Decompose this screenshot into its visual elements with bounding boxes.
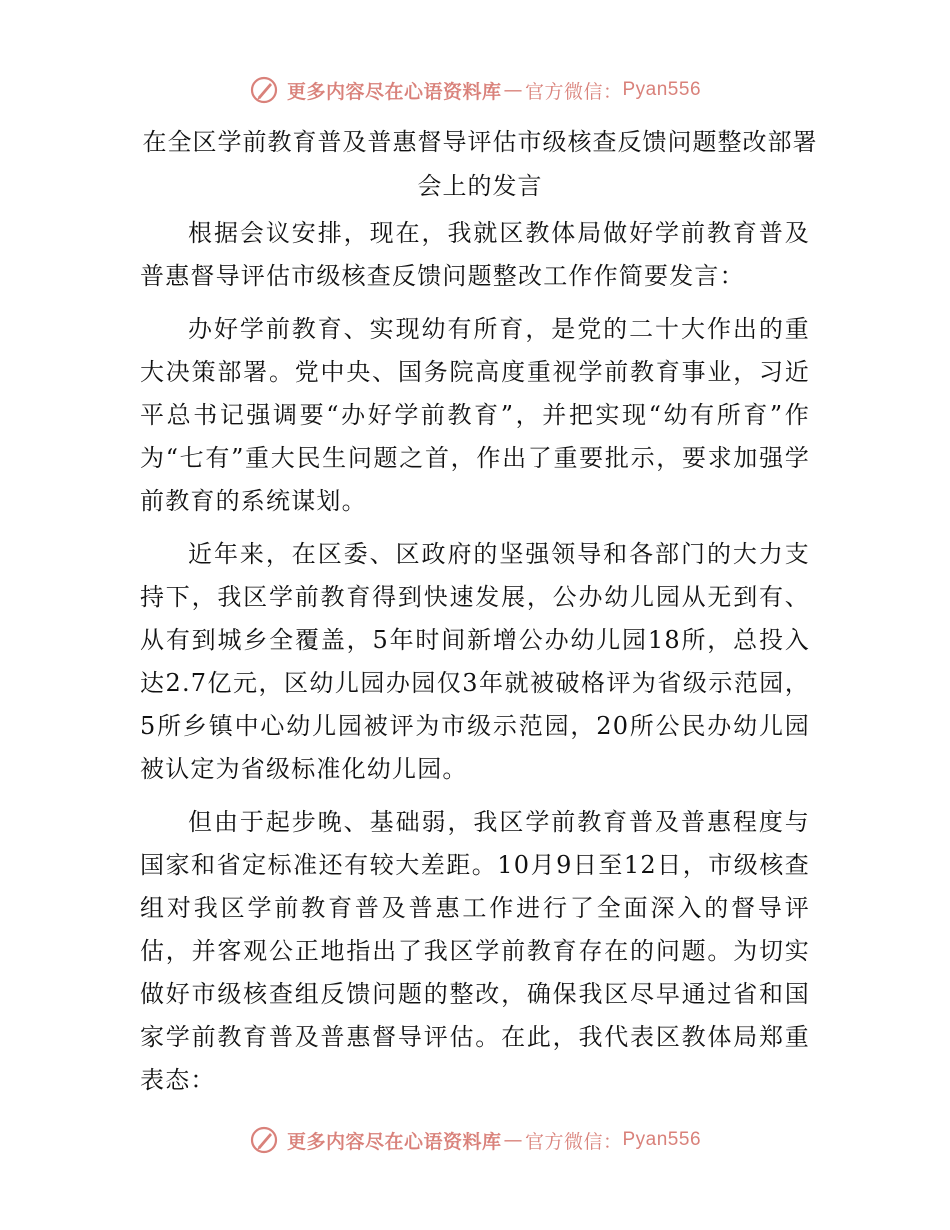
watermark-header (0, 70, 950, 110)
document-title (140, 120, 820, 208)
paragraph-4: 但由于起步晚、基础弱，我区学前教育普及普惠程度与国家和省定标准还有较大差距。10月9日至12日，市级核查组对我区学前教育普及普惠工作进行了全面深入的督导评估，并客观公正地指出了我区学前教育存在的问题。为切实做好市级核查组反馈问题的整改，确保我区尽早通过省和国家学前教育普及普惠督导评估。在此，我代表区教体局郑重表态： (140, 808, 810, 1094)
quill-pen-icon (249, 1125, 279, 1155)
watermark-footer (0, 1120, 950, 1160)
watermark-separator: — (503, 1129, 523, 1151)
document-body (140, 212, 810, 1112)
paragraph-3: 近年来，在区委、区政府的坚强领导和各部门的大力支持下，我区学前教育得到快速发展，公办幼儿园从无到有、从有到城乡全覆盖，5年时间新增公办幼儿园18所，总投入达2.7亿元，区幼儿园办园仅3年就被破格评为省级示范园，5所乡镇中心幼儿园被评为市级示范园，20所公民办幼儿园被认定为省级标准化幼儿园。 (140, 540, 810, 783)
watermark-label: 官方微信： (524, 80, 623, 103)
watermark-label: 官方微信： (524, 1130, 623, 1153)
paragraph-1: 根据会议安排，现在，我就区教体局做好学前教育普及普惠督导评估市级核查反馈问题整改工作作简要发言： (140, 219, 810, 290)
watermark-id: Pyan556 (622, 1129, 702, 1150)
quill-pen-icon (249, 75, 279, 105)
watermark-brand: 更多内容尽在心语资料库 (286, 80, 502, 103)
title-line-1: 在全区学前教育普及普惠督导评估市级核查反馈问题整改部署 (142, 128, 818, 156)
watermark-brand: 更多内容尽在心语资料库 (286, 1130, 502, 1153)
title-line-2: 会上的发言 (417, 172, 543, 200)
watermark-separator: — (503, 79, 523, 101)
paragraph-2: 办好学前教育、实现幼有所育，是党的二十大作出的重大决策部署。党中央、国务院高度重视学前教育事业，习近平总书记强调要“办好学前教育”，并把实现“幼有所育”作为“七有”重大民生问题之首，作出了重要批示，要求加强学前教育的系统谋划。 (140, 315, 810, 515)
watermark-id: Pyan556 (622, 79, 702, 100)
